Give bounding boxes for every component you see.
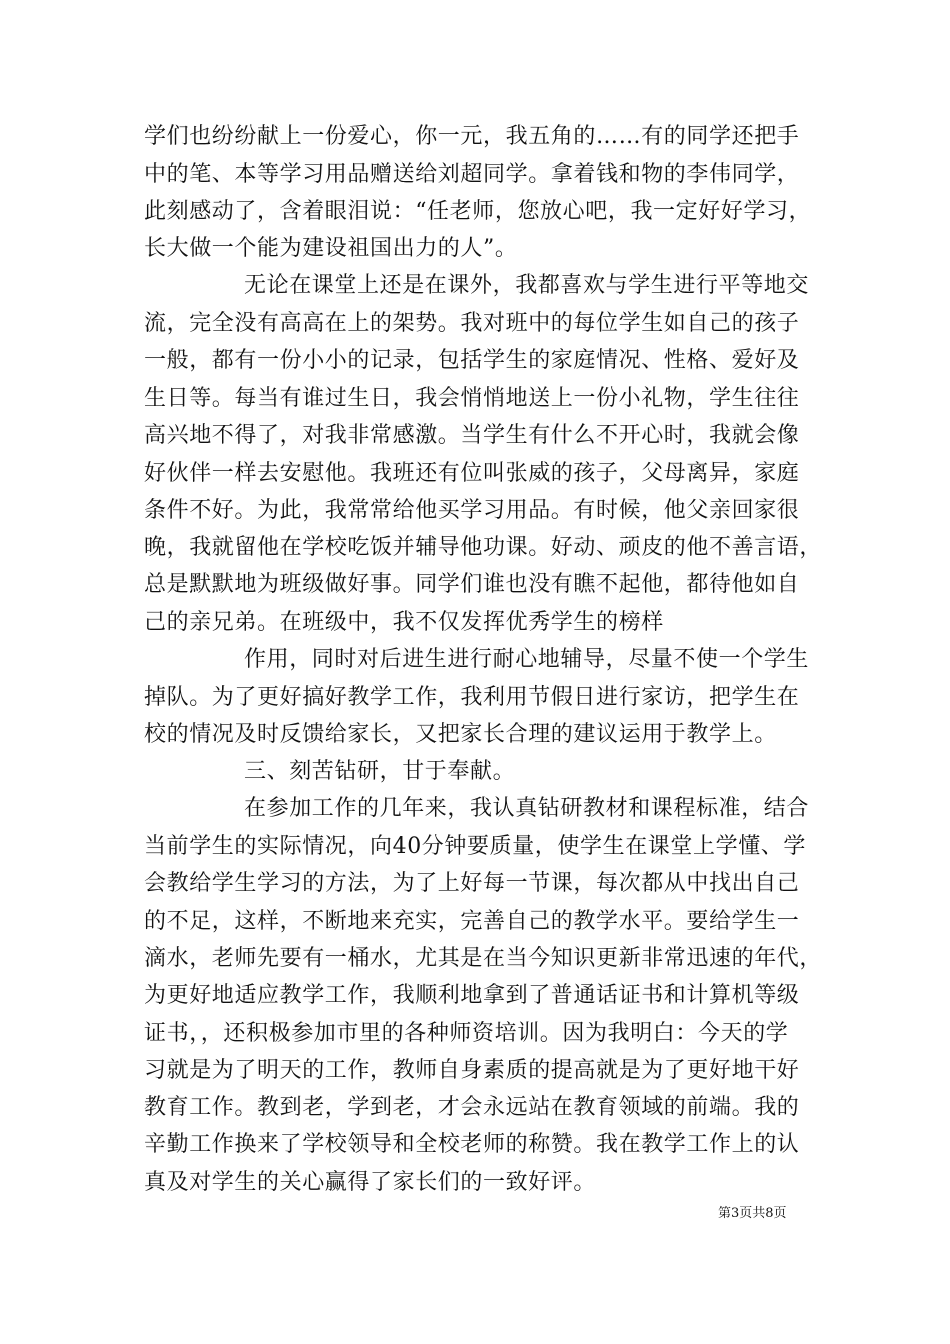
paragraph-line: 晚，我就留他在学校吃饭并辅导他功课。好动、顽皮的他不善言语，	[144, 535, 823, 560]
paragraph-line: 好伙伴一样去安慰他。我班还有位叫张威的孩子，父母离异，家庭	[144, 461, 800, 486]
paragraph-line: 学们也纷纷献上一份爱心，你一元，我五角的……有的同学还把手	[144, 124, 800, 149]
paragraph-line: 长大做一个能为建设祖国出力的人”。	[144, 236, 518, 261]
paragraph-line: 总是默默地为班级做好事。同学们谁也没有瞧不起他，都待他如自	[144, 572, 800, 597]
paragraph-line: 掉队。为了更好搞好教学工作，我利用节假日进行家访，把学生在	[144, 685, 800, 710]
paragraph-line: 习就是为了明天的工作，教师自身素质的提高就是为了更好地干好	[144, 1058, 800, 1083]
paragraph-line: 中的笔、本等学习用品赠送给刘超同学。拿着钱和物的李伟同学，	[144, 162, 800, 187]
paragraph-line: 高兴地不得了，对我非常感激。当学生有什么不开心时，我就会像	[144, 423, 800, 448]
paragraph-line: 作用，同时对后进生进行耐心地辅导，尽量不使一个学生	[244, 647, 810, 672]
paragraph-line: 的不足，这样，不断地来充实，完善自己的教学水平。要给学生一	[144, 909, 800, 934]
paragraph-line: 生日等。每当有谁过生日，我会悄悄地送上一份小礼物，学生往往	[144, 386, 800, 411]
paragraph-line: 当前学生的实际情况，向40分钟要质量，使学生在课堂上学懂、学	[144, 834, 806, 859]
paragraph-line: 真及对学生的关心赢得了家长们的一致好评。	[144, 1170, 597, 1195]
paragraph-line: 证书，，还积极参加市里的各种师资培训。因为我明白：今天的学	[144, 1021, 789, 1046]
paragraph-line: 一般，都有一份小小的记录，包括学生的家庭情况、性格、爱好及	[144, 348, 800, 373]
paragraph-line: 在参加工作的几年来，我认真钻研教材和课程标准，结合	[244, 796, 810, 821]
paragraph-line: 为更好地适应教学工作，我顺利地拿到了普通话证书和计算机等级	[144, 983, 800, 1008]
paragraph-line: 己的亲兄弟。在班级中，我不仅发挥优秀学生的榜样	[144, 610, 664, 635]
paragraph-line: 流，完全没有高高在上的架势。我对班中的每位学生如自己的孩子	[144, 311, 800, 336]
paragraph-line: 会教给学生学习的方法，为了上好每一节课，每次都从中找出自己	[144, 871, 800, 896]
paragraph-line: 此刻感动了，含着眼泪说：“任老师，您放心吧，我一定好好学习，	[144, 199, 812, 224]
paragraph-line: 条件不好。为此，我常常给他买学习用品。有时候，他父亲回家很	[144, 498, 800, 523]
paragraph-line: 辛勤工作换来了学校领导和全校老师的称赞。我在教学工作上的认	[144, 1132, 800, 1157]
paragraph-line: 滴水，老师先要有一桶水，尤其是在当今知识更新非常迅速的年代，	[144, 946, 823, 971]
paragraph-line: 教育工作。教到老，学到老，才会永远站在教育领域的前端。我的	[144, 1095, 800, 1120]
section-heading: 三、刻苦钻研，甘于奉献。	[244, 759, 516, 784]
paragraph-line: 无论在课堂上还是在课外，我都喜欢与学生进行平等地交	[244, 273, 810, 298]
page-number: 第3页共8页	[718, 1206, 787, 1221]
paragraph-line: 校的情况及时反馈给家长，又把家长合理的建议运用于教学上。	[144, 722, 777, 747]
